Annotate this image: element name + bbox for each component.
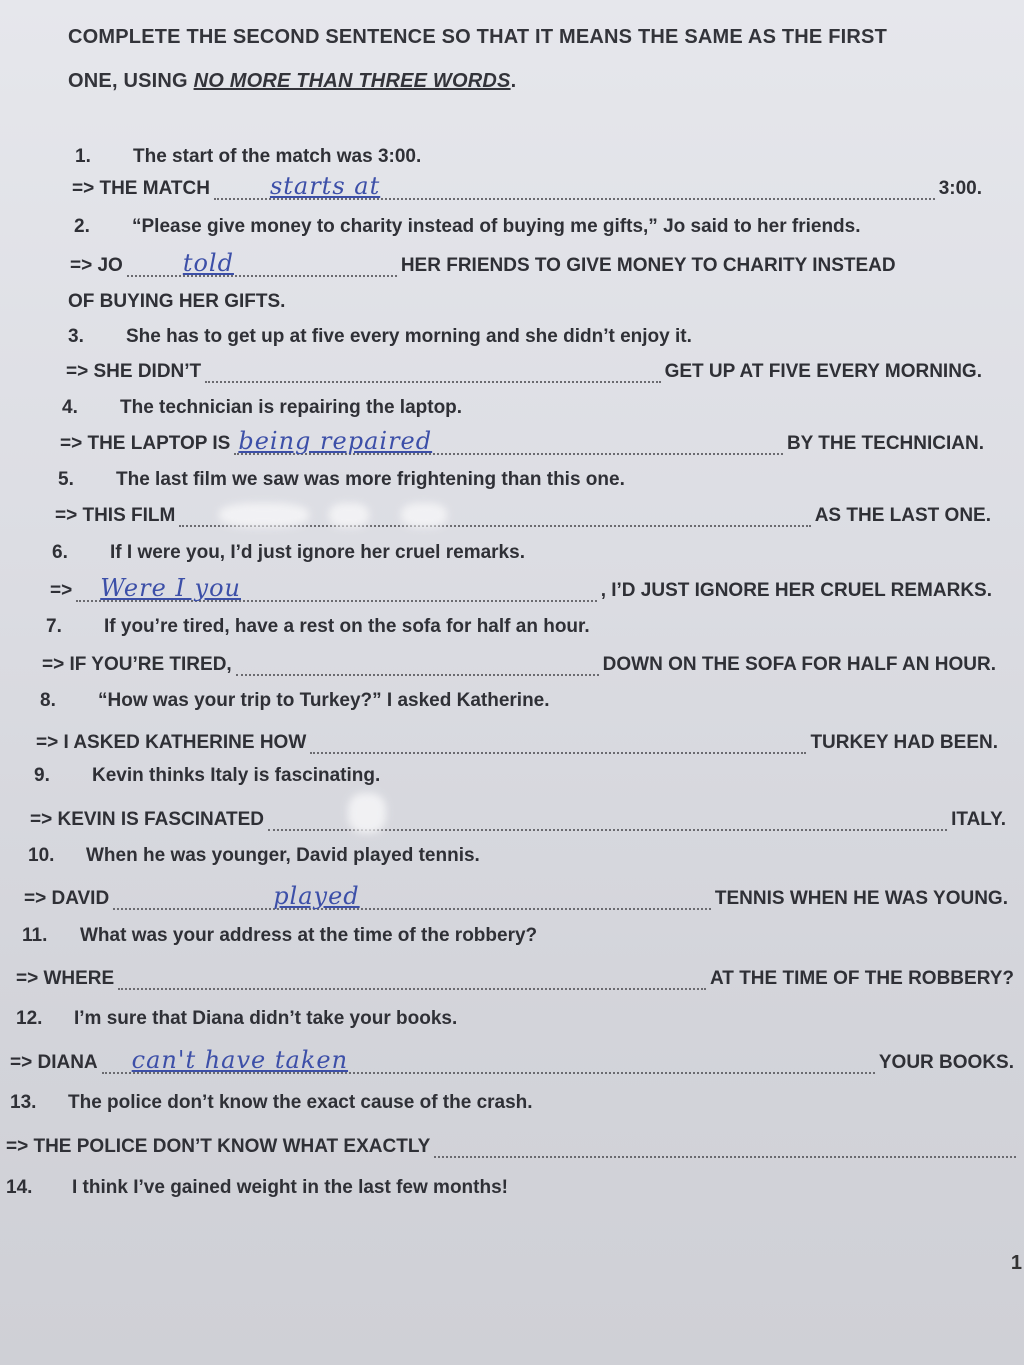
- question-text: “How was your trip to Turkey?” I asked Katherine.: [98, 690, 550, 711]
- answer-prefix: => THE POLICE DON’T KNOW WHAT EXACTLY: [6, 1136, 431, 1157]
- answer-suffix: BY THE TECHNICIAN.: [786, 433, 984, 454]
- answer-suffix: GET UP AT FIVE EVERY MORNING.: [664, 361, 982, 382]
- answer-prefix: =>: [50, 580, 73, 601]
- answer-row: [60, 427, 984, 455]
- question-row: [58, 469, 625, 491]
- answer-blank[interactable]: [179, 503, 810, 527]
- handwritten-answer: can't have taken: [131, 1046, 349, 1074]
- question-number: 14.: [6, 1177, 33, 1198]
- question-text: The start of the match was 3:00.: [133, 146, 422, 167]
- question-number: 9.: [34, 765, 50, 786]
- answer-suffix: , I’D JUST IGNORE HER CRUEL REMARKS.: [600, 580, 992, 601]
- question-text: I think I’ve gained weight in the last few months!: [72, 1177, 508, 1198]
- question-text: When he was younger, David played tennis.: [86, 845, 480, 866]
- answer-suffix: TURKEY HAD BEEN.: [810, 732, 998, 753]
- answer-prefix: => DIANA: [10, 1052, 98, 1073]
- handwritten-answer: played: [273, 882, 360, 910]
- answer-suffix: 3:00.: [938, 178, 982, 199]
- question-row: [68, 326, 692, 348]
- question-row: [74, 216, 861, 238]
- answer-row: [70, 249, 976, 277]
- question-row: [28, 845, 480, 867]
- question-row: [75, 146, 421, 168]
- question-row: [16, 1008, 457, 1030]
- question-number: 10.: [28, 845, 55, 866]
- answer-blank[interactable]: [214, 172, 935, 200]
- question-text: The police don’t know the exact cause of the crash.: [68, 1092, 533, 1113]
- question-text: Kevin thinks Italy is fascinating.: [92, 765, 381, 786]
- handwritten-answer: being repaired: [238, 427, 433, 455]
- answer-prefix: => THE MATCH: [72, 178, 210, 199]
- answer-row: [36, 730, 998, 754]
- question-text: If you’re tired, have a rest on the sofa for half an hour.: [104, 616, 590, 637]
- answer-prefix: => THIS FILM: [55, 505, 176, 526]
- question-row: [6, 1177, 508, 1199]
- question-number: 4.: [62, 397, 78, 418]
- answer-row: [66, 359, 982, 383]
- question-row: [34, 765, 380, 787]
- erased-smudge: [219, 503, 309, 527]
- answer-prefix: => I ASKED KATHERINE HOW: [36, 732, 307, 753]
- question-number: 8.: [40, 690, 56, 711]
- erased-smudge: [401, 503, 447, 527]
- answer-row: [30, 807, 1006, 831]
- question-number: 11.: [22, 925, 48, 946]
- question-number: 7.: [46, 616, 62, 637]
- question-text: The last film we saw was more frightening than this one.: [116, 469, 625, 490]
- answer-suffix: ITALY.: [951, 809, 1006, 830]
- question-row: [22, 925, 537, 947]
- handwritten-answer: told: [182, 249, 234, 277]
- instruction-line-1: COMPLETE THE SECOND SENTENCE SO THAT IT MEANS THE SAME AS THE FIRST: [68, 26, 887, 48]
- answer-blank[interactable]: [205, 359, 660, 383]
- page-number: 1: [1010, 1252, 1022, 1274]
- answer-suffix: AS THE LAST ONE.: [814, 505, 991, 526]
- question-number: 2.: [74, 216, 90, 237]
- answer-suffix: HER FRIENDS TO GIVE MONEY TO CHARITY INSTEAD: [400, 255, 896, 276]
- answer-row: [72, 172, 982, 200]
- question-number: 6.: [52, 542, 68, 563]
- answer-prefix: => KEVIN IS FASCINATED: [30, 809, 265, 830]
- instruction-line-2: [68, 70, 968, 93]
- question-number: 12.: [16, 1008, 43, 1029]
- answer-row: [10, 1046, 1014, 1074]
- answer-row: [55, 503, 991, 527]
- question-number: 13.: [10, 1092, 37, 1113]
- erased-smudge: [329, 503, 369, 527]
- instruction-suffix: .: [510, 70, 517, 92]
- answer-row: [24, 882, 1008, 910]
- answer-blank[interactable]: [268, 807, 947, 831]
- question-number: 3.: [68, 326, 84, 347]
- answer-continuation: OF BUYING HER GIFTS.: [68, 291, 286, 312]
- answer-suffix: TENNIS WHEN HE WAS YOUNG.: [714, 888, 1008, 909]
- question-row: [46, 616, 590, 638]
- answer-blank[interactable]: [102, 1046, 875, 1074]
- answer-row: [50, 574, 992, 602]
- answer-suffix: DOWN ON THE SOFA FOR HALF AN HOUR.: [602, 654, 996, 675]
- instruction-emphasis: NO MORE THAN THREE WORDS: [193, 70, 511, 92]
- answer-prefix: => WHERE: [16, 968, 115, 989]
- answer-row: [6, 1134, 1020, 1158]
- handwritten-answer: starts at: [269, 172, 381, 200]
- answer-blank[interactable]: [234, 427, 783, 455]
- answer-prefix: => JO: [70, 255, 123, 276]
- answer-blank[interactable]: [127, 249, 397, 277]
- question-text: If I were you, I’d just ignore her cruel remarks.: [110, 542, 525, 563]
- answer-row: [16, 966, 1014, 990]
- answer-blank[interactable]: [434, 1134, 1016, 1158]
- answer-row: [42, 652, 996, 676]
- answer-blank[interactable]: [310, 730, 806, 754]
- answer-prefix: => THE LAPTOP IS: [60, 433, 231, 454]
- handwritten-answer: Were I you: [100, 574, 241, 602]
- question-row: [52, 542, 525, 564]
- answer-blank[interactable]: [236, 652, 599, 676]
- question-row: [62, 397, 462, 419]
- question-text: I’m sure that Diana didn’t take your books.: [74, 1008, 458, 1029]
- question-text: The technician is repairing the laptop.: [120, 397, 463, 418]
- question-text: What was your address at the time of the robbery?: [80, 925, 538, 946]
- answer-blank[interactable]: [76, 574, 596, 602]
- question-row: [10, 1092, 533, 1114]
- question-row: [40, 690, 550, 712]
- answer-prefix: => DAVID: [24, 888, 110, 909]
- answer-prefix: => SHE DIDN’T: [66, 361, 202, 382]
- answer-prefix: => IF YOU’RE TIRED,: [42, 654, 232, 675]
- erased-smudge: [348, 793, 386, 833]
- question-number: 1.: [75, 146, 91, 167]
- question-text: She has to get up at five every morning and she didn’t enjoy it.: [126, 326, 692, 347]
- answer-blank[interactable]: [113, 882, 711, 910]
- answer-suffix: AT THE TIME OF THE ROBBERY?: [710, 968, 1014, 989]
- instruction-prefix: ONE, USING: [68, 70, 194, 92]
- answer-suffix: YOUR BOOKS.: [878, 1052, 1014, 1073]
- question-text: “Please give money to charity instead of buying me gifts,” Jo said to her friends.: [132, 216, 861, 237]
- answer-blank[interactable]: [118, 966, 706, 990]
- question-number: 5.: [58, 469, 74, 490]
